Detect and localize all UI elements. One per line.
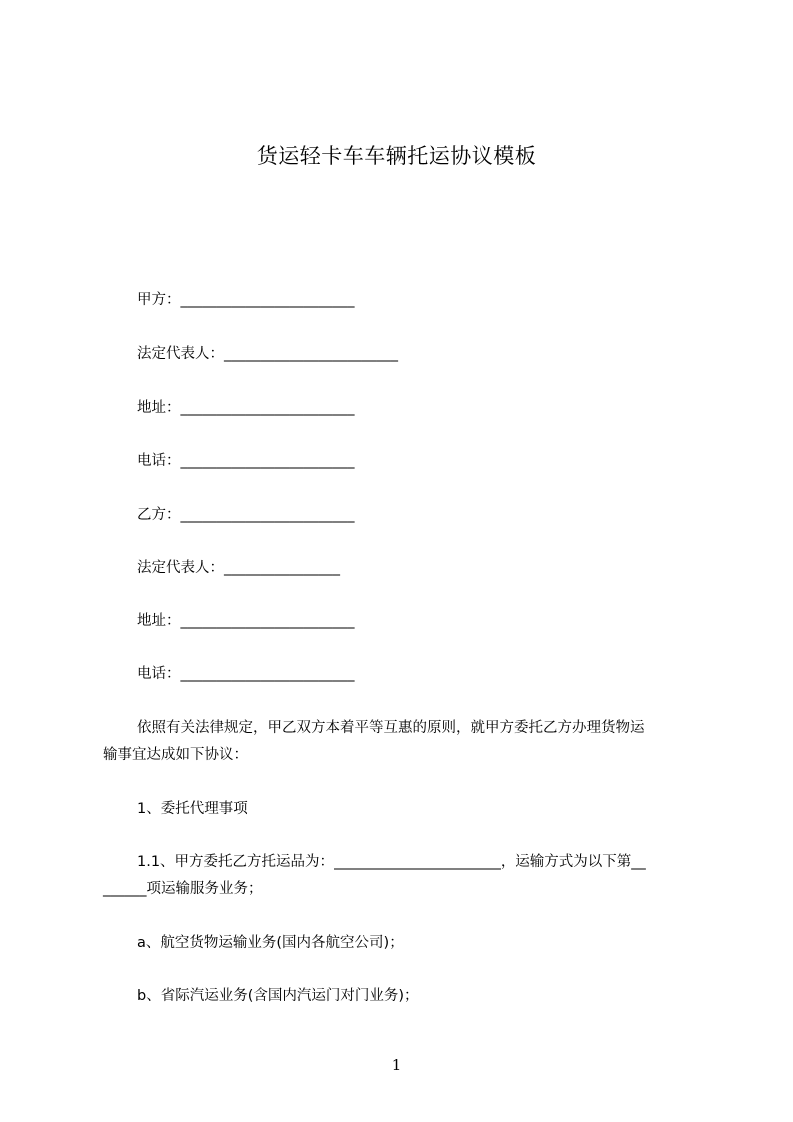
field-label: 地址： <box>137 400 181 416</box>
fill-blank: ________________ <box>224 560 340 576</box>
field-label: 电话： <box>137 453 181 469</box>
document-title: 货运轻卡车车辆托运协议模板 <box>256 144 537 168</box>
page-number: 1 <box>391 1056 402 1074</box>
field-label: 地址： <box>137 613 181 629</box>
fill-blank: ________________________ <box>180 292 355 308</box>
fill-blank: ________________________ <box>180 400 355 416</box>
clause-1-1-line-2: ______项运输服务业务； <box>103 881 263 897</box>
fill-blank: ________________________ <box>180 507 355 523</box>
item-b: b、省际汽运业务(含国内汽运门对门业务)； <box>137 988 419 1004</box>
item-a: a、航空货物运输业务(国内各航空公司)； <box>137 935 404 951</box>
section-1-heading: 1、委托代理事项 <box>137 801 248 817</box>
field-party-a-legal-rep <box>137 343 398 365</box>
field-party-b-address <box>137 610 355 632</box>
field-party-b-legal-rep <box>137 557 340 579</box>
field-label: 乙方： <box>137 507 181 523</box>
fill-blank: _______________________ <box>334 854 501 870</box>
fill-blank: ________________________ <box>180 453 355 469</box>
clause-1-1-line-1 <box>137 851 646 873</box>
field-party-b-phone <box>137 663 355 685</box>
field-party-a <box>137 289 355 311</box>
field-label: 法定代表人： <box>137 560 224 576</box>
field-party-b <box>137 504 355 526</box>
fill-blank: ________________________ <box>180 666 355 682</box>
clause-text: 1.1、甲方委托乙方托运品为： <box>137 854 335 870</box>
clause-text: ，运输方式为以下第__ <box>500 854 646 870</box>
fill-blank: ________________________ <box>224 346 398 362</box>
field-label: 电话： <box>137 666 181 682</box>
field-label: 甲方： <box>137 292 181 308</box>
field-label: 法定代表人： <box>137 346 224 362</box>
intro-paragraph-line-1: 依照有关法律规定，甲乙双方本着平等互惠的原则，就甲方委托乙方办理货物运 <box>137 720 645 736</box>
fill-blank: ________________________ <box>180 613 355 629</box>
field-party-a-phone <box>137 450 355 472</box>
field-party-a-address <box>137 397 355 419</box>
intro-paragraph-line-2: 输事宜达成如下协议： <box>103 747 248 763</box>
